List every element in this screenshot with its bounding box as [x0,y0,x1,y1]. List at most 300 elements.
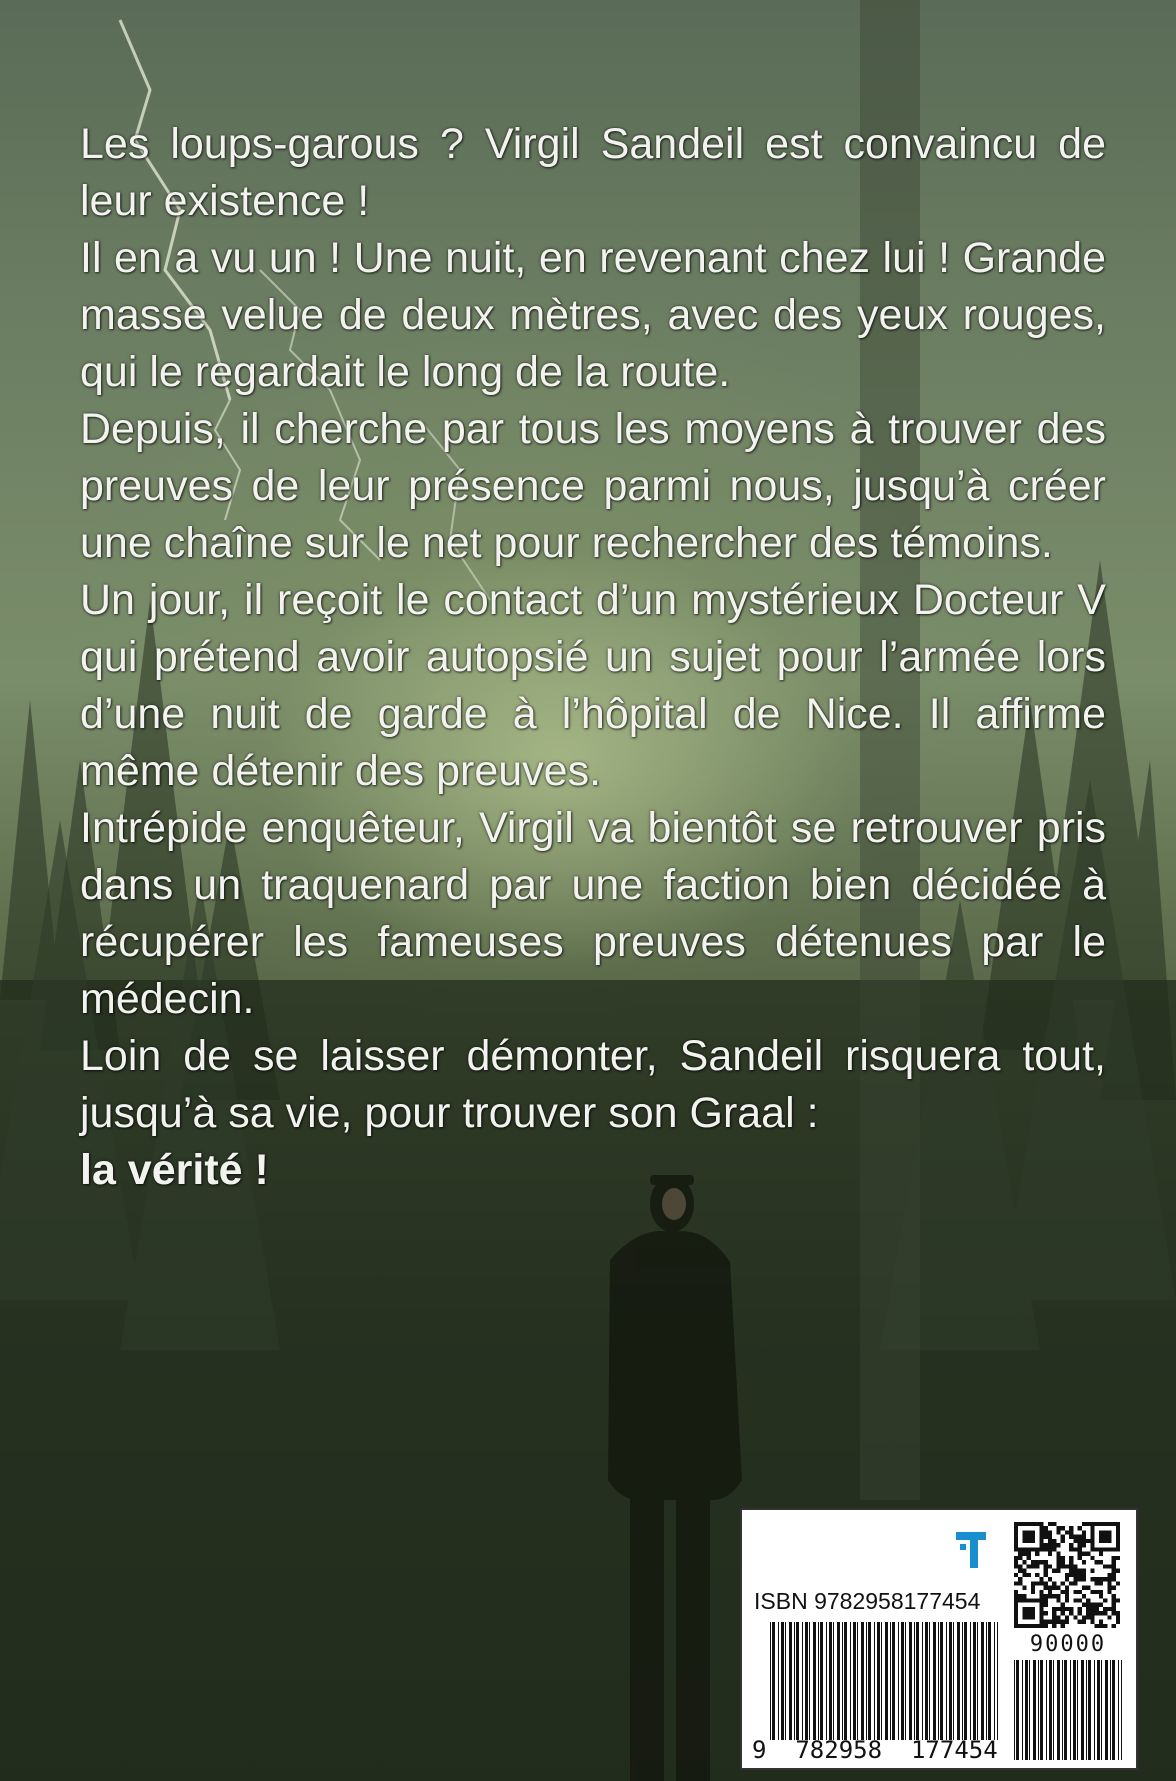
qr-module [1086,1522,1090,1526]
qr-module [1107,1577,1111,1581]
qr-module [1090,1569,1094,1573]
qr-module [1048,1539,1052,1543]
qr-module [1035,1560,1039,1564]
barcode-bar [1101,1660,1102,1760]
qr-module [1090,1603,1094,1607]
barcode-bar [1121,1660,1122,1760]
qr-module [1073,1535,1077,1539]
barcode-bar [997,1622,998,1740]
qr-module [1078,1543,1082,1547]
qr-module [1035,1573,1039,1577]
qr-module [1112,1564,1116,1568]
qr-module [1099,1539,1103,1543]
qr-module [1065,1586,1069,1590]
barcode-bar [1094,1660,1095,1760]
qr-module [1065,1620,1069,1624]
barcode-bar [813,1622,816,1740]
qr-module [1018,1564,1022,1568]
qr-module [1044,1624,1048,1628]
qr-module [1039,1530,1043,1534]
barcode-bar [794,1622,795,1740]
barcode-bar [901,1622,904,1740]
qr-module [1078,1598,1082,1602]
barcode-bar [820,1622,823,1740]
qr-module [1078,1573,1082,1577]
qr-module [1086,1615,1090,1619]
qr-module [1052,1607,1056,1611]
addon-barcode [1014,1660,1122,1760]
qr-module [1048,1543,1052,1547]
qr-module [1082,1577,1086,1581]
qr-module [1056,1615,1060,1619]
qr-module [1073,1577,1077,1581]
qr-module [1039,1607,1043,1611]
qr-module [1014,1543,1018,1547]
barcode-bar [1064,1660,1067,1760]
qr-module [1065,1598,1069,1602]
qr-module [1061,1526,1065,1530]
barcode-bar [1014,1660,1015,1760]
qr-module [1078,1556,1082,1560]
barcode-bar [1025,1660,1028,1760]
barcode-bar [892,1622,895,1740]
qr-module [1056,1607,1060,1611]
qr-module [1039,1577,1043,1581]
qr-module [1082,1522,1086,1526]
qr-module [1039,1615,1043,1619]
qr-module [1061,1539,1065,1543]
qr-module [1107,1586,1111,1590]
qr-module [1022,1573,1026,1577]
qr-module [1086,1598,1090,1602]
blurb-paragraph-3: Depuis, il cherche par tous les moyens à trouver des preuves de leur présence parmi nous, jusqu’à créer une chaîne sur le net pour rechercher des témoins. [80,405,1106,567]
barcode-bar [1086,1660,1087,1760]
barcode-bar [977,1622,978,1740]
barcode-bar [922,1622,923,1740]
qr-module [1073,1569,1077,1573]
qr-module [1031,1535,1035,1539]
qr-module [1095,1522,1099,1526]
qr-module [1027,1530,1031,1534]
qr-module [1082,1573,1086,1577]
barcode-bar [898,1622,899,1740]
qr-module [1107,1581,1111,1585]
qr-module [1039,1594,1043,1598]
qr-module [1035,1581,1039,1585]
qr-module [1112,1573,1116,1577]
qr-module [1014,1522,1018,1526]
qr-module [1082,1586,1086,1590]
qr-module [1044,1560,1048,1564]
qr-module [1048,1522,1052,1526]
qr-module [1044,1547,1048,1551]
qr-module [1099,1581,1103,1585]
qr-module [1048,1564,1052,1568]
barcode-bar [962,1622,963,1740]
barcode-bar [905,1622,906,1740]
qr-module [1112,1522,1116,1526]
qr-module [1069,1569,1073,1573]
qr-module [1107,1547,1111,1551]
qr-module [1052,1543,1056,1547]
qr-module [1086,1603,1090,1607]
qr-module [1116,1611,1120,1615]
qr-module [1112,1607,1116,1611]
qr-module [1044,1526,1048,1530]
qr-module [1073,1581,1077,1585]
qr-module [1031,1615,1035,1619]
qr-module [1069,1573,1073,1577]
qr-module [1018,1569,1022,1573]
barcode-bar [802,1622,803,1740]
barcode-bar [994,1622,995,1740]
qr-module [1027,1607,1031,1611]
qr-module [1044,1530,1048,1534]
qr-module [1099,1552,1103,1556]
qr-module [1112,1598,1116,1602]
qr-module [1112,1556,1116,1560]
barcode-bar [909,1622,912,1740]
barcode-bar [890,1622,891,1740]
qr-module [1103,1564,1107,1568]
qr-module [1078,1547,1082,1551]
barcode-bar [1029,1660,1030,1760]
barcode-bar [938,1622,939,1740]
publisher-logo-icon [952,1528,992,1572]
qr-module [1052,1611,1056,1615]
qr-module [1061,1560,1065,1564]
qr-module [1048,1590,1052,1594]
qr-module [1056,1556,1060,1560]
qr-module [1044,1573,1048,1577]
qr-module [1035,1624,1039,1628]
barcode-bar [1038,1660,1039,1760]
qr-module [1069,1581,1073,1585]
qr-module [1022,1560,1026,1564]
qr-module [1052,1539,1056,1543]
qr-module [1095,1547,1099,1551]
qr-module [1044,1543,1048,1547]
qr-module [1078,1552,1082,1556]
qr-module [1061,1581,1065,1585]
qr-module [1022,1522,1026,1526]
qr-module [1116,1526,1120,1530]
qr-module [1116,1539,1120,1543]
barcode-digits [752,1736,1002,1764]
barcode-bar [829,1622,832,1740]
qr-module [1086,1611,1090,1615]
qr-module [1112,1577,1116,1581]
barcode-bar [973,1622,976,1740]
qr-module [1052,1594,1056,1598]
qr-module [1069,1543,1073,1547]
qr-module [1022,1539,1026,1543]
barcode-bar [929,1622,930,1740]
qr-module [1014,1581,1018,1585]
barcode-digit-group-1: 782958 [795,1736,883,1764]
qr-module [1031,1624,1035,1628]
blurb-paragraph-2: Il en a vu un ! Une nuit, en revenant chez lui ! Grande masse velue de deux mètres, avec des yeux rouges, qui le regardait le long de la route. [80,234,1106,396]
qr-module [1048,1594,1052,1598]
qr-module [1027,1552,1031,1556]
barcode-bar [1110,1660,1111,1760]
barcode-bar [1033,1660,1036,1760]
qr-module [1082,1603,1086,1607]
blurb-paragraph-1: Les loups-garous ? Virgil Sandeil est convaincu de leur existence ! [80,120,1106,225]
qr-module [1056,1594,1060,1598]
barcode-bar [1088,1660,1091,1760]
qr-module [1031,1611,1035,1615]
qr-module [1039,1539,1043,1543]
qr-module [1090,1535,1094,1539]
qr-module [1044,1564,1048,1568]
qr-module [1099,1522,1103,1526]
qr-module [1014,1594,1018,1598]
barcode-bar [1062,1660,1063,1760]
barcode-bar [1105,1660,1108,1760]
qr-module [1018,1552,1022,1556]
qr-module [1022,1547,1026,1551]
qr-module [1116,1547,1120,1551]
qr-module [1078,1569,1082,1573]
qr-module [1039,1603,1043,1607]
barcode-bar [1046,1660,1047,1760]
qr-module [1052,1581,1056,1585]
qr-module [1103,1624,1107,1628]
qr-module [1035,1522,1039,1526]
barcode-bar [1070,1660,1071,1760]
qr-module [1065,1594,1069,1598]
qr-module [1086,1586,1090,1590]
qr-module [1103,1598,1107,1602]
blurb-paragraph-5: Intrépide enquêteur, Virgil va bientôt se retrouver pris dans un traquenard par une faction bien décidée à récupérer les fameuses preuves détenues par le médecin. [80,804,1106,1023]
qr-module [1044,1594,1048,1598]
isbn-number: 9782958177454 [814,1588,981,1614]
qr-module [1048,1577,1052,1581]
qr-module [1039,1581,1043,1585]
qr-module [1018,1594,1022,1598]
qr-module [1022,1535,1026,1539]
qr-module [1090,1530,1094,1534]
qr-module [1107,1615,1111,1619]
qr-module [1022,1624,1026,1628]
qr-module [1082,1569,1086,1573]
qr-module [1044,1535,1048,1539]
qr-module [1078,1539,1082,1543]
qr-module [1065,1607,1069,1611]
qr-module [1095,1581,1099,1585]
qr-module [1090,1556,1094,1560]
qr-module [1014,1620,1018,1624]
barcode-bar [857,1622,858,1740]
barcode-digit-group-2: 177454 [910,1736,998,1764]
qr-module [1014,1556,1018,1560]
qr-module [1090,1615,1094,1619]
barcode-bar [778,1622,779,1740]
qr-module [1112,1594,1116,1598]
qr-module [1116,1543,1120,1547]
qr-module [1090,1526,1094,1530]
qr-module [1086,1552,1090,1556]
qr-module [1061,1590,1065,1594]
qr-module [1073,1539,1077,1543]
qr-module [1014,1530,1018,1534]
qr-module [1018,1556,1022,1560]
barcode-bar [842,1622,843,1740]
qr-module [1022,1611,1026,1615]
qr-module [1031,1530,1035,1534]
qr-module [1056,1586,1060,1590]
qr-module [1078,1611,1082,1615]
barcode-bar [970,1622,971,1740]
qr-module [1039,1598,1043,1602]
barcode-bar [1073,1660,1076,1760]
qr-module [1116,1615,1120,1619]
qr-module [1095,1603,1099,1607]
qr-module [1069,1547,1073,1551]
qr-module [1014,1590,1018,1594]
qr-module [1078,1607,1082,1611]
qr-module [1082,1535,1086,1539]
qr-module [1116,1530,1120,1534]
qr-module [1073,1615,1077,1619]
qr-module [1035,1552,1039,1556]
barcode-bar [1053,1660,1054,1760]
qr-module [1103,1577,1107,1581]
qr-module [1031,1547,1035,1551]
barcode-bar [853,1622,856,1740]
qr-module [1031,1581,1035,1585]
qr-module [1027,1535,1031,1539]
qr-module [1082,1539,1086,1543]
qr-module [1082,1560,1086,1564]
qr-module [1031,1560,1035,1564]
barcode-bar [949,1622,952,1740]
qr-module [1027,1547,1031,1551]
qr-module [1018,1581,1022,1585]
price-addon-code: 90000 [1029,1632,1107,1657]
qr-module [1103,1539,1107,1543]
qr-module [1022,1569,1026,1573]
qr-module [1035,1564,1039,1568]
qr-module [1039,1526,1043,1530]
qr-module [1056,1569,1060,1573]
qr-module [1069,1556,1073,1560]
qr-module [1052,1624,1056,1628]
qr-module [1107,1539,1111,1543]
barcode-bar [933,1622,936,1740]
barcode-digit-lead: 9 [752,1736,767,1764]
isbn-line [754,1588,1004,1615]
isbn-barcode-box [740,1508,1138,1770]
qr-module [1082,1552,1086,1556]
qr-module [1099,1547,1103,1551]
qr-module [1107,1573,1111,1577]
qr-module [1056,1560,1060,1564]
qr-module [1048,1547,1052,1551]
ean13-barcode [770,1622,998,1740]
qr-module [1078,1620,1082,1624]
barcode-bar [881,1622,882,1740]
qr-module [1099,1594,1103,1598]
isbn-label: ISBN [754,1588,808,1614]
barcode-bar [957,1622,960,1740]
barcode-bar [1057,1660,1060,1760]
qr-module [1061,1611,1065,1615]
qr-module [1014,1547,1018,1551]
barcode-bar [988,1622,991,1740]
barcode-bar [914,1622,915,1740]
qr-module [1065,1590,1069,1594]
qr-module [1090,1620,1094,1624]
qr-module [1052,1615,1056,1619]
qr-module [1082,1530,1086,1534]
qr-module [1061,1624,1065,1628]
qr-module [1022,1530,1026,1534]
barcode-bar [837,1622,840,1740]
qr-module [1031,1607,1035,1611]
qr-module [1031,1564,1035,1568]
qr-module [1031,1590,1035,1594]
qr-module [1116,1522,1120,1526]
qr-module [1048,1530,1052,1534]
qr-module [1082,1620,1086,1624]
qr-module [1078,1577,1082,1581]
barcode-bar [772,1622,775,1740]
barcode-bar [850,1622,851,1740]
qr-module [1022,1594,1026,1598]
barcode-bar [964,1622,967,1740]
qr-module [1018,1624,1022,1628]
qr-module [1065,1564,1069,1568]
qr-module [1048,1552,1052,1556]
qr-module [1116,1569,1120,1573]
qr-module [1116,1598,1120,1602]
qr-module [1099,1560,1103,1564]
barcode-bar [805,1622,808,1740]
qr-module [1014,1603,1018,1607]
barcode-bar [874,1622,875,1740]
qr-module [1095,1590,1099,1594]
qr-module [1073,1590,1077,1594]
qr-module [1095,1560,1099,1564]
qr-module [1073,1598,1077,1602]
qr-module [1095,1624,1099,1628]
qr-module [1061,1535,1065,1539]
qr-code-icon [1014,1522,1120,1628]
qr-module [1031,1598,1035,1602]
barcode-bar [953,1622,954,1740]
qr-module [1065,1615,1069,1619]
qr-module [1061,1620,1065,1624]
qr-module [1082,1615,1086,1619]
qr-module [1044,1611,1048,1615]
qr-module [1014,1573,1018,1577]
qr-module [1027,1573,1031,1577]
barcode-bar [785,1622,786,1740]
barcode-bar [826,1622,827,1740]
barcode-bar [885,1622,888,1740]
barcode-bar [1022,1660,1023,1760]
qr-module [1065,1577,1069,1581]
qr-module [1014,1564,1018,1568]
qr-module [1090,1577,1094,1581]
barcode-bar [868,1622,871,1740]
qr-module [1099,1590,1103,1594]
qr-module [1099,1577,1103,1581]
qr-module [1065,1573,1069,1577]
qr-module [1090,1607,1094,1611]
